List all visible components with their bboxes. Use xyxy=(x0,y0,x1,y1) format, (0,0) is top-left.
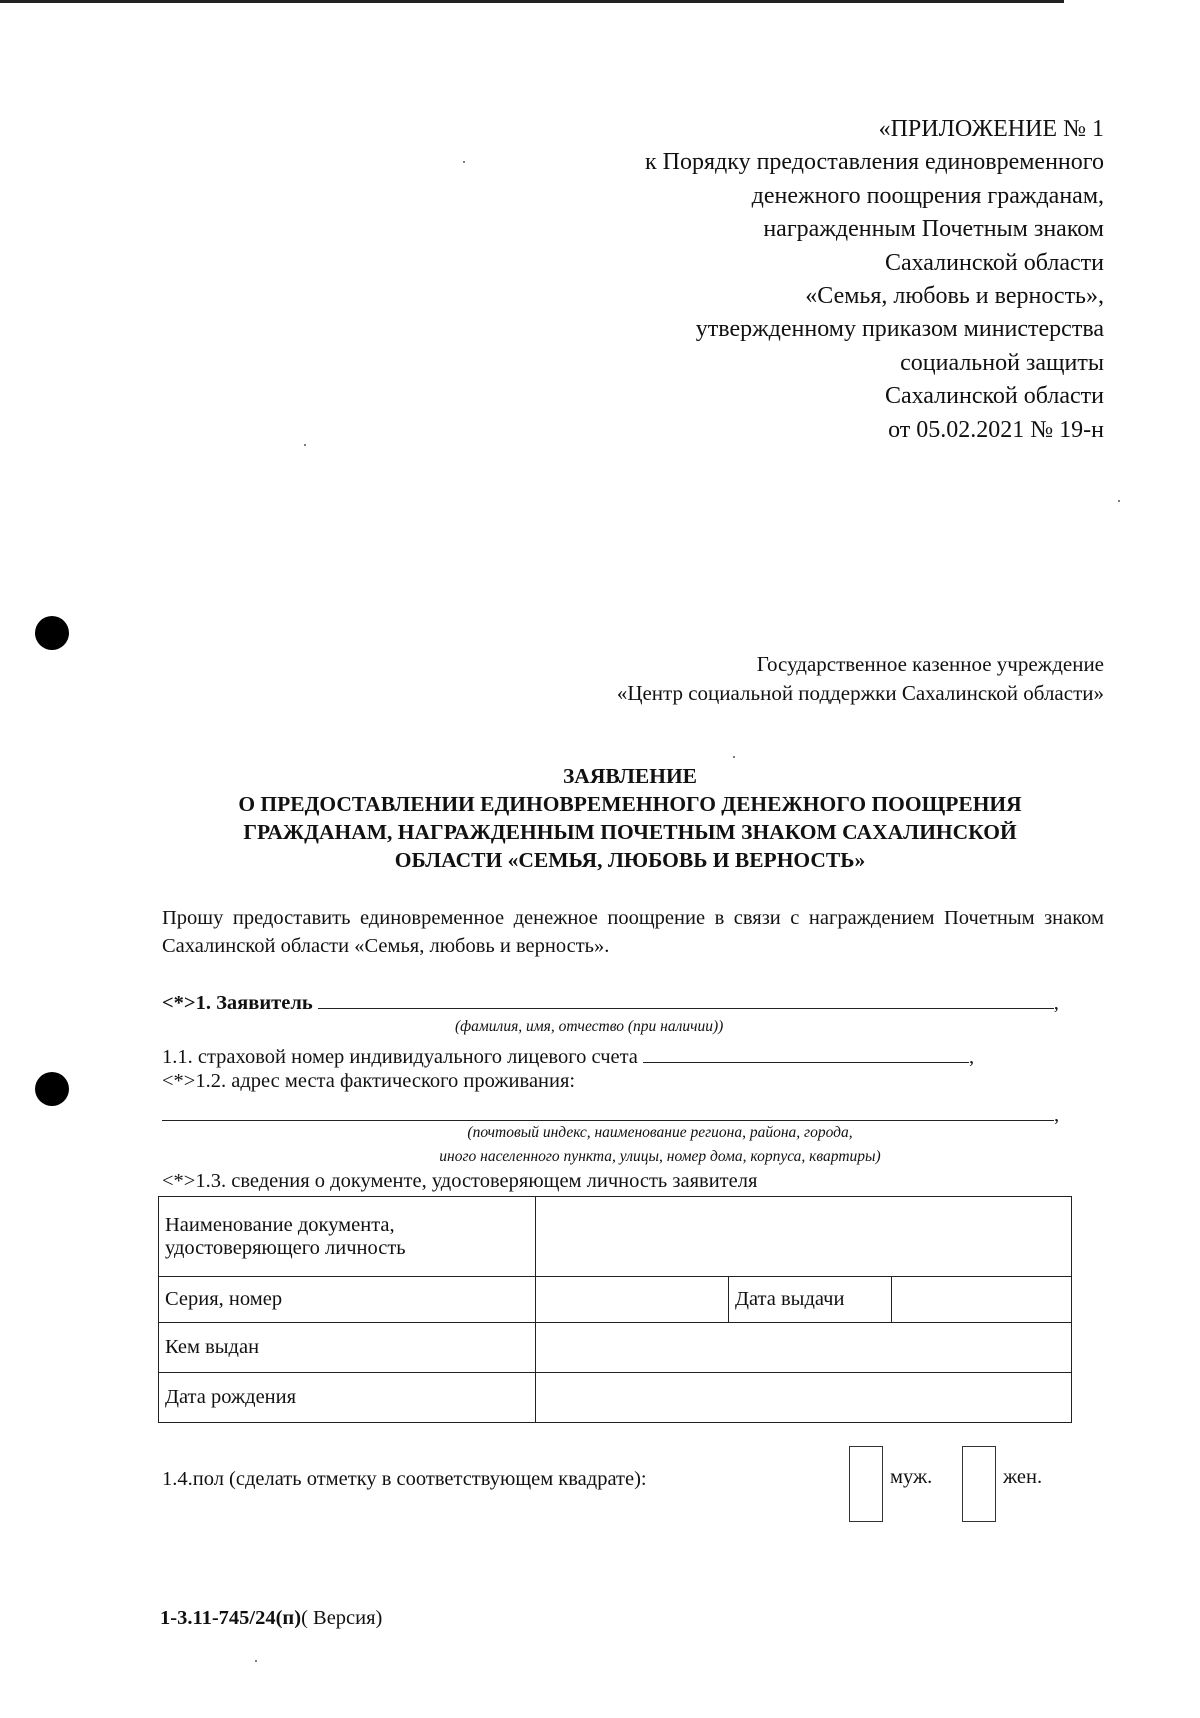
scan-speck xyxy=(733,756,735,758)
annex-line: от 05.02.2021 № 19-н xyxy=(888,416,1104,443)
annex-line: Сахалинской области xyxy=(884,249,1104,276)
document-title xyxy=(160,762,1100,874)
footer xyxy=(160,1607,382,1630)
recipient-line: Государственное казенное учреждение xyxy=(756,652,1104,676)
snils-row xyxy=(162,1042,974,1069)
doc-name-label: Наименование документа, удостоверяющего личность xyxy=(159,1197,536,1277)
annex-line: награжденным Почетным знаком xyxy=(763,216,1104,243)
annex-line: социальной защиты xyxy=(900,349,1104,376)
birth-date-label: Дата рождения xyxy=(159,1373,536,1423)
recipient-block xyxy=(617,650,1104,708)
scan-speck xyxy=(463,161,465,163)
title-line: ЗАЯВЛЕНИЕ xyxy=(562,764,698,788)
applicant-label: <*>1. Заявитель xyxy=(162,992,313,1014)
annex-line: «Семья, любовь и верность», xyxy=(805,283,1104,310)
snils-field[interactable] xyxy=(643,1042,969,1063)
table-row xyxy=(159,1373,1072,1423)
applicant-name-field[interactable] xyxy=(318,988,1054,1009)
series-cell[interactable] xyxy=(536,1277,729,1323)
footer-code: 1-3.11-745/24(п) xyxy=(160,1607,302,1629)
issue-date-cell[interactable] xyxy=(892,1277,1072,1323)
title-line: О ПРЕДОСТАВЛЕНИИ ЕДИНОВРЕМЕННОГО ДЕНЕЖНОГО ПООЩРЕНИЯ xyxy=(238,792,1022,816)
title-line: ОБЛАСТИ «СЕМЬЯ, ЛЮБОВЬ И ВЕРНОСТЬ» xyxy=(394,848,866,872)
snils-trail: , xyxy=(969,1046,975,1068)
punch-hole-lower xyxy=(35,1072,69,1106)
birth-date-cell[interactable] xyxy=(536,1373,1072,1423)
address-label: <*>1.2. адрес места фактического проживания: xyxy=(162,1070,576,1092)
female-label: жен. xyxy=(1003,1466,1043,1488)
annex-line: утвержденному приказом министерства xyxy=(695,316,1104,343)
address-field[interactable] xyxy=(162,1100,1054,1121)
recipient-line: «Центр социальной поддержки Сахалинской области» xyxy=(616,681,1104,705)
applicant-trail: , xyxy=(1053,992,1059,1014)
female-checkbox[interactable] xyxy=(962,1446,996,1522)
intro-paragraph: Прошу предоставить единовременное денежное поощрение в связи с награждением Почетным знаком Сахалинской области «Семья, любовь и верность». xyxy=(162,907,1104,957)
title-line: ГРАЖДАНАМ, НАГРАЖДЕННЫМ ПОЧЕТНЫМ ЗНАКОМ САХАЛИНСКОЙ xyxy=(243,820,1017,844)
applicant-hint: (фамилия, имя, отчество (при наличии)) xyxy=(455,1018,724,1035)
scan-speck xyxy=(255,1660,257,1662)
snils-label: 1.1. страховой номер индивидуального лицевого счета xyxy=(162,1046,638,1068)
annex-line: «ПРИЛОЖЕНИЕ № 1 xyxy=(878,116,1104,142)
issue-date-label: Дата выдачи xyxy=(729,1277,892,1323)
issued-by-label: Кем выдан xyxy=(159,1323,536,1373)
annex-line: к Порядку предоставления единовременного xyxy=(645,149,1104,176)
doc-name-cell[interactable] xyxy=(536,1197,1072,1277)
gender-label: 1.4.пол (сделать отметку в соответствующем квадрате): xyxy=(162,1468,647,1490)
table-row xyxy=(159,1197,1072,1277)
address-trail: , xyxy=(1054,1104,1060,1126)
id-doc-label: <*>1.3. сведения о документе, удостоверяющем личность заявителя xyxy=(162,1170,758,1192)
series-label: Серия, номер xyxy=(159,1277,536,1323)
male-label: муж. xyxy=(890,1466,933,1488)
address-hint-1: (почтовый индекс, наименование региона, района, города, xyxy=(467,1124,853,1141)
address-hint-2: иного населенного пункта, улицы, номер дома, корпуса, квартиры) xyxy=(439,1148,881,1165)
footer-version: ( Версия) xyxy=(301,1607,383,1629)
annex-header xyxy=(645,113,1104,447)
id-document-table xyxy=(158,1196,1072,1423)
annex-line: денежного поощрения гражданам, xyxy=(751,182,1104,209)
male-checkbox[interactable] xyxy=(849,1446,883,1522)
scan-top-edge xyxy=(0,0,1064,3)
annex-line: Сахалинской области xyxy=(884,383,1104,410)
scan-speck xyxy=(304,444,306,446)
table-row xyxy=(159,1323,1072,1373)
table-row xyxy=(159,1277,1072,1323)
punch-hole-upper xyxy=(35,616,69,650)
scan-speck xyxy=(1118,500,1120,502)
address-row xyxy=(162,1100,1059,1127)
issued-by-cell[interactable] xyxy=(536,1323,1072,1373)
applicant-row xyxy=(162,988,1059,1015)
